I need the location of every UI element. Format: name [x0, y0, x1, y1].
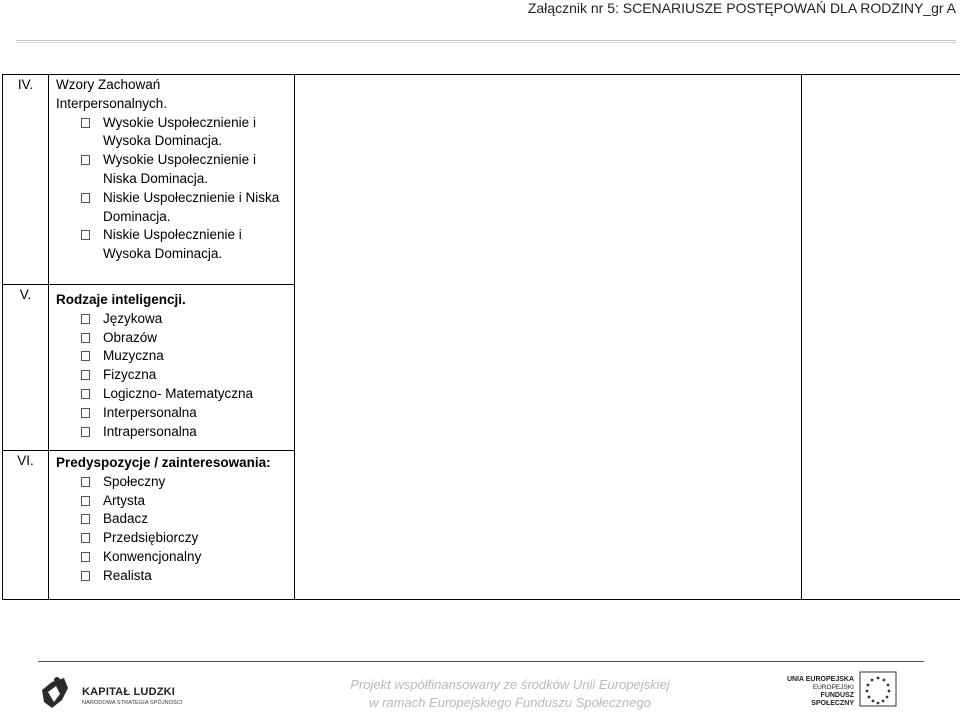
- section-number: IV.: [3, 75, 49, 285]
- option-item[interactable]: Logiczno- Matematyczna: [56, 385, 294, 404]
- checkbox-icon[interactable]: [81, 118, 90, 128]
- option-item[interactable]: Muzyczna: [56, 347, 294, 366]
- table-row-section-iv: [3, 75, 960, 285]
- checkbox-icon[interactable]: [81, 370, 90, 380]
- checkbox-icon[interactable]: [81, 155, 90, 165]
- checkbox-icon[interactable]: [81, 230, 90, 240]
- section-number: V.: [3, 285, 49, 451]
- option-item[interactable]: Niskie Uspołecznienie i Niska Dominacja.: [56, 189, 294, 227]
- option-item[interactable]: Badacz: [56, 510, 294, 529]
- checkbox-icon[interactable]: [81, 552, 90, 562]
- checkbox-icon[interactable]: [81, 571, 90, 581]
- checkbox-icon[interactable]: [81, 427, 90, 437]
- option-item[interactable]: Realista: [56, 567, 294, 586]
- checkbox-icon[interactable]: [81, 389, 90, 399]
- option-item[interactable]: Artysta: [56, 492, 294, 511]
- eu-flag-icon: [786, 670, 910, 710]
- option-list: [56, 473, 294, 586]
- section-title: Rodzaje inteligencji.: [56, 292, 186, 307]
- checkbox-icon[interactable]: [81, 193, 90, 203]
- option-item[interactable]: Społeczny: [56, 473, 294, 492]
- section-title-line: Interpersonalnych.: [56, 95, 168, 111]
- header-divider: [16, 40, 956, 41]
- section-content: [49, 451, 295, 600]
- option-list: [56, 310, 294, 442]
- eu-logo-text: UNIA EUROPEJSKA EUROPEJSKI FUNDUSZ SPOŁECZNY: [786, 676, 854, 707]
- header-divider-secondary: [16, 42, 956, 43]
- notes-cell-right[interactable]: [802, 75, 960, 600]
- checkbox-icon[interactable]: [81, 496, 90, 506]
- checkbox-icon[interactable]: [81, 408, 90, 418]
- option-item[interactable]: Wysokie Uspołecznienie i Niska Dominacja.: [56, 151, 294, 189]
- section-title-line: Wzory Zachowań: [56, 77, 161, 92]
- option-item[interactable]: Wysokie Uspołecznienie i Wysoka Dominacja.: [56, 114, 294, 152]
- scenario-table: [2, 74, 960, 600]
- option-item[interactable]: Intrapersonalna: [56, 423, 294, 442]
- checkbox-icon[interactable]: [81, 477, 90, 487]
- checkbox-icon[interactable]: [81, 514, 90, 524]
- logo-left-subtitle: NARODOWA STRATEGIA SPÓJNOŚCI: [82, 700, 183, 706]
- logo-left-name: KAPITAŁ LUDZKI: [82, 686, 176, 698]
- checkbox-icon[interactable]: [81, 533, 90, 543]
- cofinance-notice: Projekt współfinansowany ze środków Unii Europejskiej w ramach Europejskiego Funduszu Społecznego: [350, 677, 670, 710]
- option-item[interactable]: Językowa: [56, 310, 294, 329]
- section-content: [49, 75, 295, 285]
- notes-cell[interactable]: [295, 75, 802, 600]
- section-content: [49, 285, 295, 451]
- checkbox-icon[interactable]: [81, 333, 90, 343]
- checkbox-icon[interactable]: [81, 351, 90, 361]
- footer-divider: [38, 661, 924, 662]
- section-number: VI.: [3, 451, 49, 600]
- option-list: [56, 114, 294, 264]
- option-item[interactable]: Fizyczna: [56, 366, 294, 385]
- option-item[interactable]: Konwencjonalny: [56, 548, 294, 567]
- option-item[interactable]: Niskie Uspołecznienie i Wysoka Dominacja.: [56, 226, 294, 264]
- option-item[interactable]: Przedsiębiorczy: [56, 529, 294, 548]
- section-title: [56, 76, 294, 114]
- option-item[interactable]: Obrazów: [56, 329, 294, 348]
- document-header-title: Załącznik nr 5: SCENARIUSZE POSTĘPOWAŃ DLA RODZINY_gr A: [527, 0, 956, 16]
- section-title: Predyspozycje / zainteresowania:: [56, 455, 271, 470]
- option-item[interactable]: Interpersonalna: [56, 404, 294, 423]
- checkbox-icon[interactable]: [81, 314, 90, 324]
